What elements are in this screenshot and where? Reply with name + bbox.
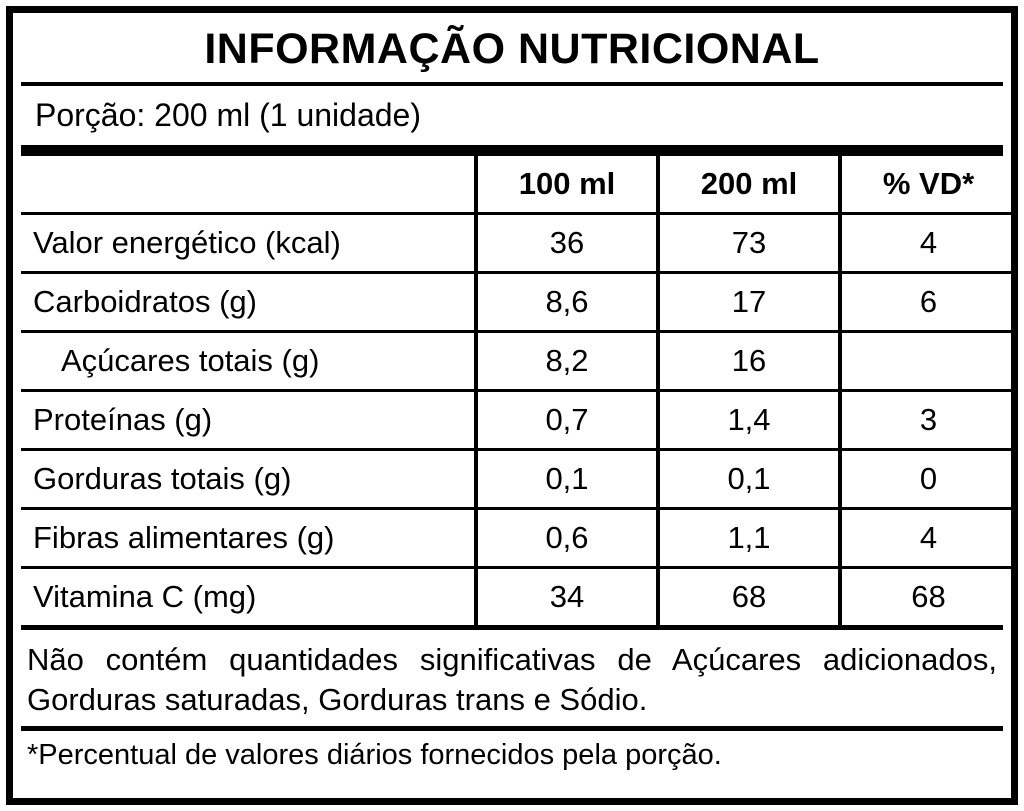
nutrient-value-vd: 4 <box>840 214 1015 273</box>
portion-text: Porção: 200 ml (1 unidade) <box>35 97 421 134</box>
nutrient-name: Valor energético (kcal) <box>21 214 476 273</box>
nutrient-value-100ml: 0,1 <box>476 450 658 509</box>
nutrient-value-200ml: 68 <box>658 568 840 626</box>
table-row <box>21 273 1015 332</box>
footnote-non-significant: Não contém quantidades significativas de Açúcares adicionados, Gorduras saturadas, Gorduras trans e Sódio. <box>27 642 997 717</box>
nutrient-value-100ml: 8,2 <box>476 332 658 391</box>
nutrition-table <box>21 156 1015 625</box>
table-row <box>21 450 1015 509</box>
nutrient-value-100ml: 8,6 <box>476 273 658 332</box>
panel-title: INFORMAÇÃO NUTRICIONAL <box>204 25 820 73</box>
table-header <box>21 156 1015 214</box>
table-row <box>21 391 1015 450</box>
table-row <box>21 568 1015 626</box>
column-header-nutrient <box>21 156 476 214</box>
nutrient-value-200ml: 73 <box>658 214 840 273</box>
nutrition-facts-panel <box>6 6 1018 805</box>
nutrient-value-100ml: 36 <box>476 214 658 273</box>
nutrient-value-200ml: 1,4 <box>658 391 840 450</box>
nutrient-value-100ml: 0,7 <box>476 391 658 450</box>
nutrient-name: Vitamina C (mg) <box>33 579 257 615</box>
column-header-100ml: 100 ml <box>476 156 658 214</box>
table-row <box>21 332 1015 391</box>
nutrient-value-200ml: 16 <box>658 332 840 391</box>
table-header-row <box>21 156 1015 214</box>
footnote-daily-values: *Percentual de valores diários fornecidos pela porção. <box>27 738 722 771</box>
column-header-200ml: 200 ml <box>658 156 840 214</box>
table-top-divider <box>21 145 1003 156</box>
nutrient-value-200ml: 1,1 <box>658 509 840 568</box>
nutrient-value-100ml: 0,6 <box>476 509 658 568</box>
nutrient-value-vd <box>840 332 1015 391</box>
nutrient-name: Proteínas (g) <box>21 391 476 450</box>
nutrient-value-vd: 4 <box>840 509 1015 568</box>
nutrient-value-vd: 0 <box>840 450 1015 509</box>
nutrient-value-200ml: 0,1 <box>658 450 840 509</box>
table-row <box>21 214 1015 273</box>
nutrient-name: Gorduras totais (g) <box>21 450 476 509</box>
table-row <box>21 509 1015 568</box>
nutrient-value-vd: 6 <box>840 273 1015 332</box>
nutrient-value-vd: 3 <box>840 391 1015 450</box>
table-body <box>21 214 1015 626</box>
column-header-vd: % VD* <box>840 156 1015 214</box>
nutrient-value-vd: 68 <box>840 568 1015 626</box>
bottom-spacer <box>13 778 1011 798</box>
nutrient-name: Açúcares totais (g) <box>21 332 476 391</box>
nutrient-value-100ml: 34 <box>476 568 658 626</box>
nutrient-value-200ml: 17 <box>658 273 840 332</box>
nutrient-name: Fibras alimentares (g) <box>21 509 476 568</box>
nutrient-name: Carboidratos (g) <box>21 273 476 332</box>
